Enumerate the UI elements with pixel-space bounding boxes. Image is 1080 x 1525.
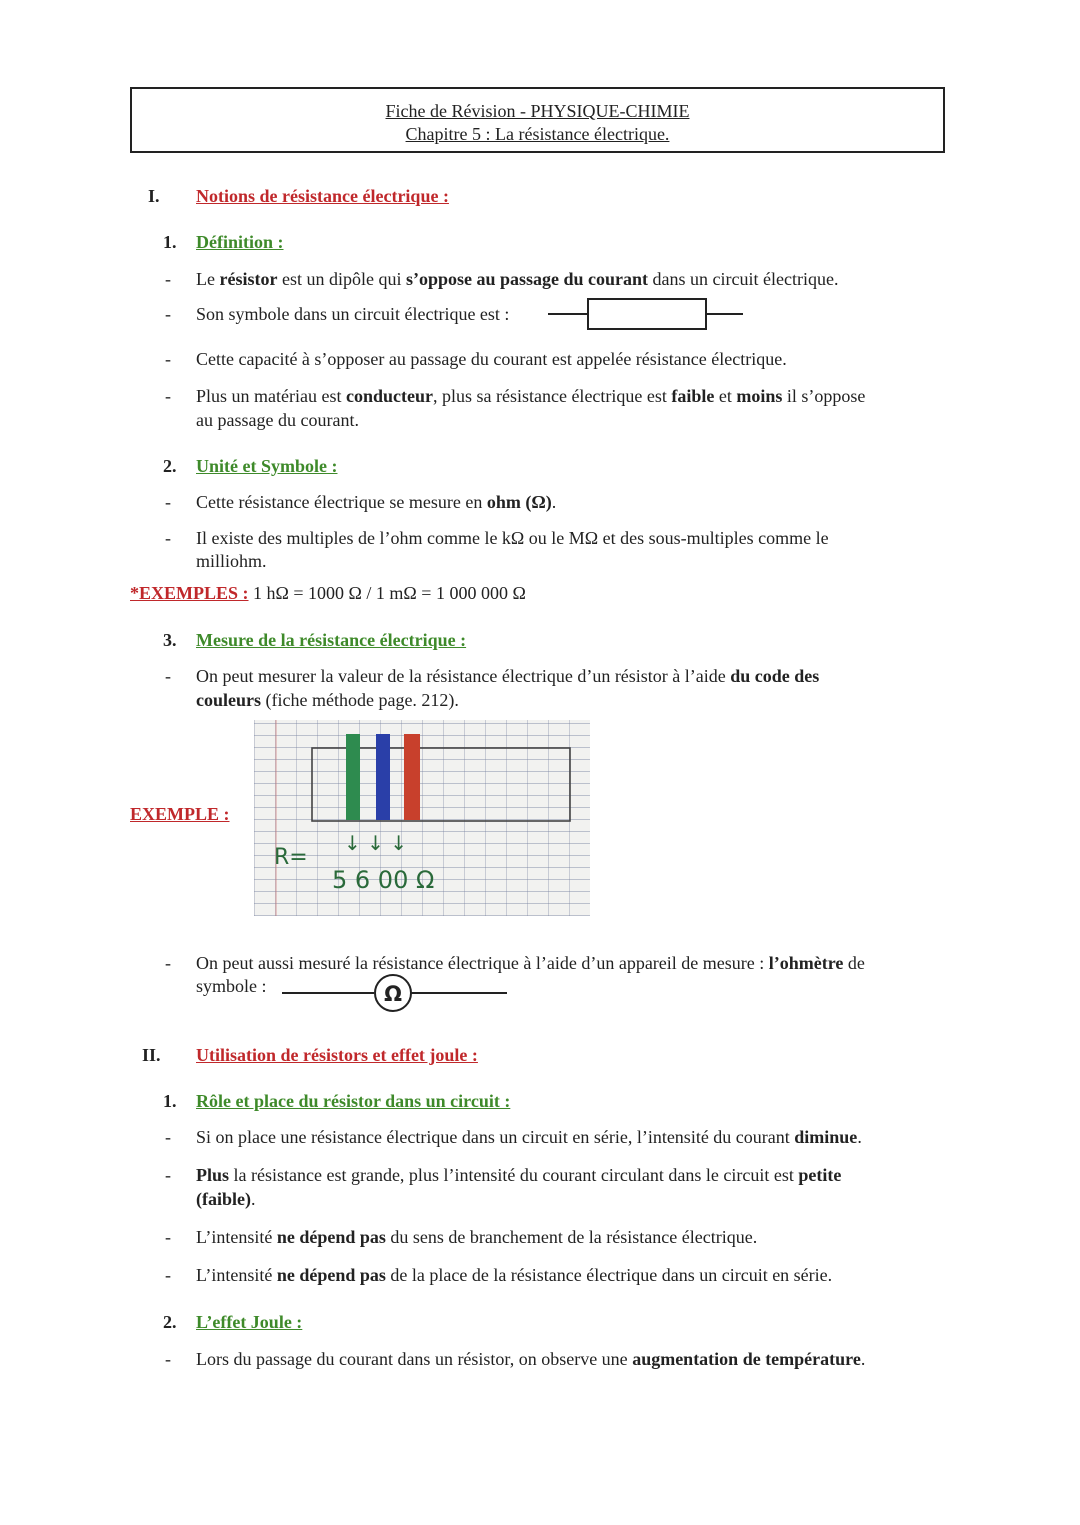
symbol-text: Son symbole dans un circuit électrique est : (196, 304, 510, 324)
placement-text: L’intensité ne dépend pas de la place de la résistance électrique dans un circuit en série. (196, 1265, 833, 1285)
bullet-dash: - (165, 349, 171, 369)
section-2-number: II. (142, 1045, 161, 1065)
bullet-dash: - (165, 269, 171, 289)
bullet-dash: - (165, 666, 171, 686)
examples-values: 1 hΩ = 1000 Ω / 1 mΩ = 1 000 000 Ω (248, 583, 526, 603)
subsection-1-3-title: Mesure de la résistance électrique : (196, 630, 467, 650)
arrows-label: ↓ ↓ ↓ (344, 831, 407, 855)
bullet-dash: - (165, 492, 171, 512)
ohm-icon: Ω (384, 982, 402, 1006)
bullet-dash: - (165, 1165, 171, 1185)
subsection-2-1-title: Rôle et place du résistor dans un circuit : (196, 1091, 511, 1111)
subsection-2-2-number: 2. (163, 1312, 177, 1332)
bullet-dash: - (165, 386, 171, 406)
subsection-1-3-number: 3. (163, 630, 177, 650)
subsection-1-2-title: Unité et Symbole : (196, 456, 338, 476)
unit-text: Cette résistance électrique se mesure en ohm (Ω). (196, 492, 557, 512)
bullet-dash: - (165, 1349, 171, 1369)
ohmmeter-text: On peut aussi mesuré la résistance électrique à l’aide d’un appareil de mesure : l’ohmètre de (196, 953, 865, 973)
color-band-red (404, 734, 420, 820)
multiples-text: Il existe des multiples de l’ohm comme le kΩ ou le MΩ et des sous-multiples comme le (196, 528, 829, 548)
example-label: EXEMPLE : (130, 804, 230, 824)
bullet-dash: - (165, 1227, 171, 1247)
definition-text: Le résistor est un dipôle qui s’oppose au passage du courant dans un circuit électrique. (196, 269, 839, 289)
subsection-2-1-number: 1. (163, 1091, 177, 1111)
resistor-symbol (548, 296, 748, 336)
color-band-blue (376, 734, 390, 820)
joule-text: Lors du passage du courant dans un résistor, on observe une augmentation de température. (196, 1349, 866, 1369)
resistor-drawing (254, 720, 590, 916)
subsection-1-1-number: 1. (163, 232, 177, 252)
multiples-text-line2: milliohm. (196, 551, 267, 571)
series-text: Si on place une résistance électrique dans un circuit en série, l’intensité du courant diminue. (196, 1127, 862, 1147)
page-title: Fiche de Révision - PHYSIQUE-CHIMIE (385, 101, 690, 121)
conductor-text: Plus un matériau est conducteur, plus sa résistance électrique est faible et moins il s’oppose (196, 386, 866, 406)
resistor-body (588, 299, 706, 329)
intensity-text-line2: (faible). (196, 1189, 256, 1209)
color-code-text: On peut mesurer la valeur de la résistance électrique d’un résistor à l’aide du code des (196, 666, 820, 686)
bullet-dash: - (165, 1265, 171, 1285)
subsection-2-2-title: L’effet Joule : (196, 1312, 303, 1332)
ohmmeter-symbol (282, 974, 512, 1014)
color-band-green (346, 734, 360, 820)
subsection-1-2-number: 2. (163, 456, 177, 476)
conductor-text-line2: au passage du courant. (196, 410, 359, 430)
resistance-value: 5 6 00 Ω (332, 866, 435, 894)
examples-label: *EXEMPLES : (130, 583, 249, 603)
section-2-title: Utilisation de résistors et effet joule : (196, 1045, 478, 1065)
intensity-text: Plus la résistance est grande, plus l’intensité du courant circulant dans le circuit est petite (196, 1165, 842, 1185)
direction-text: L’intensité ne dépend pas du sens de branchement de la résistance électrique. (196, 1227, 758, 1247)
section-1-title: Notions de résistance électrique : (196, 186, 449, 206)
bullet-dash: - (165, 304, 171, 324)
chapter-title: Chapitre 5 : La résistance électrique. (405, 124, 670, 144)
subsection-1-1-title: Définition : (196, 232, 284, 252)
bullet-dash: - (165, 1127, 171, 1147)
ohmmeter-text-line2: symbole : (196, 976, 267, 996)
color-code-text-line2: couleurs (fiche méthode page. 212). (196, 690, 459, 710)
r-label: R= (274, 845, 308, 870)
title-box (130, 87, 945, 153)
section-1-number: I. (148, 186, 160, 206)
resistor-photo (254, 720, 590, 916)
capacity-text: Cette capacité à s’opposer au passage du courant est appelée résistance électrique. (196, 349, 787, 369)
bullet-dash: - (165, 953, 171, 973)
examples-line (130, 581, 526, 605)
bullet-dash: - (165, 528, 171, 548)
